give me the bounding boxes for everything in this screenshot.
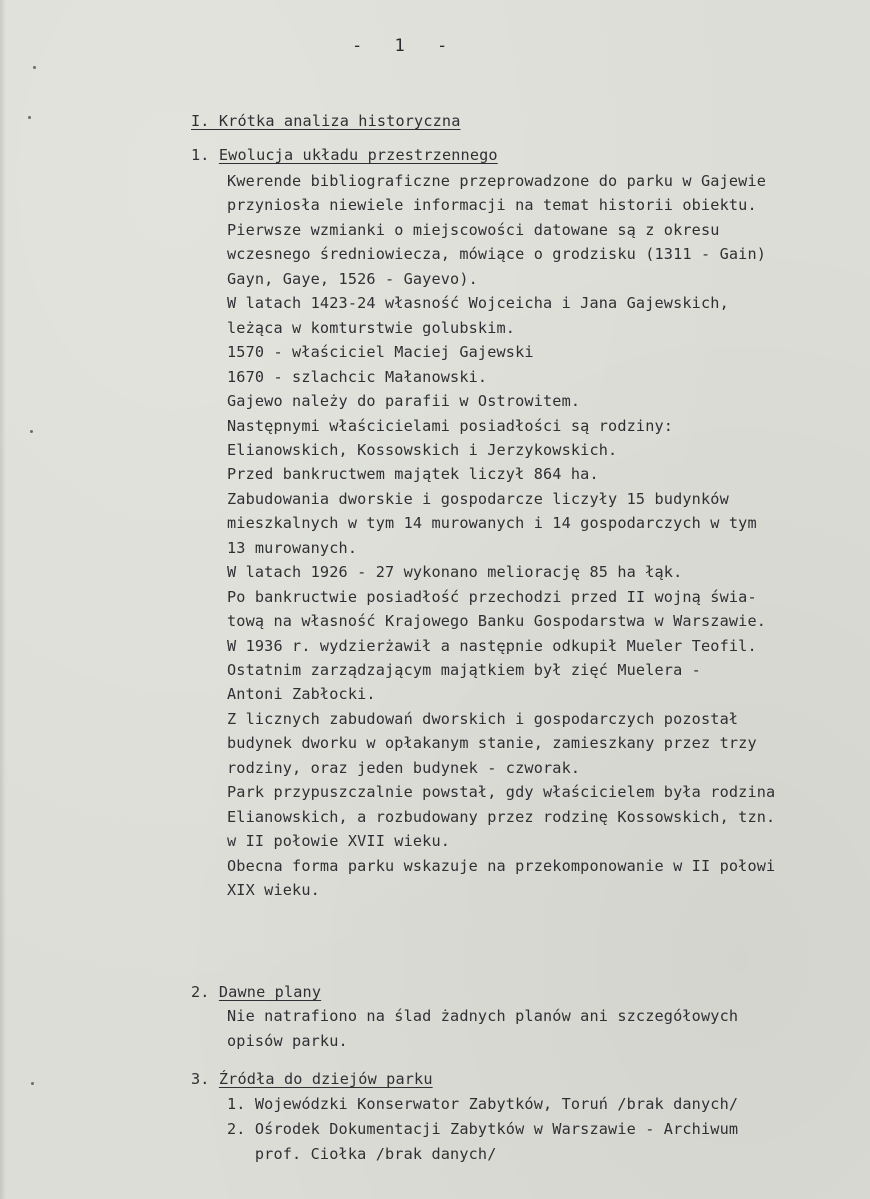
body-text-line: Zabudowania dworskie i gospodarcze liczyły 15 budynków: [227, 489, 729, 508]
body-text-line: W 1936 r. wydzierżawił a następnie odkupił Mueler Teofil.: [227, 636, 757, 655]
body-text-line: W latach 1926 - 27 wykonano meliorację 85 ha łąk.: [227, 563, 683, 582]
body-text-line: 13 murowanych.: [227, 538, 358, 557]
body-text-line: Obecna forma parku wskazuje na przekomponowanie w II połowi: [227, 856, 776, 875]
page-edge-shadow: [0, 0, 6, 1199]
body-text-line: W latach 1423-24 własność Wojceicha i Jana Gajewskich,: [227, 294, 729, 313]
subsection-1-heading: [191, 147, 498, 164]
margin-speck: [31, 1082, 34, 1085]
body-text-line: 1570 - właściciel Maciej Gajewski: [227, 343, 534, 362]
subsection-2-heading: [191, 984, 321, 1001]
body-text-line: tową na własność Krajowego Banku Gospodarstwa w Warszawie.: [227, 612, 767, 631]
source-item: 2. Ośrodek Dokumentacji Zabytków w Warszawie - Archiwum: [227, 1120, 739, 1138]
source-item: 1. Wojewódzki Konserwator Zabytków, Toruń /brak danych/: [227, 1095, 739, 1113]
subsection-3-heading: [191, 1071, 433, 1088]
body-text-line: Elianowskich, a rozbudowany przez rodzinę Kossowskich, tzn.: [227, 807, 776, 826]
body-text-line: w II połowie XVII wieku.: [227, 832, 451, 851]
body-text-line: Następnymi właścicielami posiadłości są rodziny:: [227, 416, 674, 435]
body-text-line: Antoni Zabłocki.: [227, 685, 376, 704]
margin-speck: [33, 66, 36, 69]
body-text-line: Z licznych zabudowań dworskich i gospodarczych pozostał: [227, 709, 739, 728]
body-text-line: przyniosła niewiele informacji na temat historii obiektu.: [227, 196, 757, 215]
subsection-2-line: Nie natrafiono na ślad żadnych planów ani szczegółowych: [227, 1007, 739, 1025]
body-text-line: wczesnego średniowiecza, mówiące o grodzisku (1311 - Gain): [227, 245, 767, 264]
body-text-line: Pierwsze wzmianki o miejscowości datowane są z okresu: [227, 220, 720, 239]
body-text-line: Gajewo należy do parafii w Ostrowitem.: [227, 392, 581, 410]
body-text-line: Gayn, Gaye, 1526 - Gayevo).: [227, 269, 478, 288]
subsection-1-title: Ewolucja układu przestrzennego: [218, 146, 498, 164]
section-title: I. Krótka analiza historyczna: [191, 112, 461, 130]
margin-speck: [30, 430, 33, 433]
subsection-2-title: Dawne plany: [218, 983, 322, 1001]
subsection-3-number: 3.: [191, 1070, 210, 1088]
subsection-2-line: opisów parku.: [227, 1032, 348, 1050]
body-text-line: budynek dworku w opłakanym stanie, zamieszkany przez trzy: [227, 734, 757, 753]
body-text-line: leżąca w komturstwie golubskim.: [227, 318, 516, 337]
margin-speck: [28, 116, 31, 119]
page-number: - 1 -: [352, 36, 452, 56]
body-text-line: mieszkalnych w tym 14 murowanych i 14 gospodarczych w tym: [227, 514, 757, 533]
body-text-line: rodziny, oraz jeden budynek - czworak.: [227, 758, 581, 777]
body-text-line: 1670 - szlachcic Małanowski.: [227, 367, 488, 386]
subsection-1-number: 1.: [191, 146, 219, 164]
body-text-line: Po bankructwie posiadłość przechodzi przed II wojną świa-: [227, 587, 757, 606]
subsection-3-title: Źródła do dziejów parku: [218, 1070, 433, 1088]
body-text-line: Ostatnim zarządzającym majątkiem był zięć Muelera -: [227, 661, 701, 679]
body-text-line: XIX wieku.: [227, 881, 320, 899]
source-item: prof. Ciołka /brak danych/: [227, 1145, 497, 1163]
body-text-line: Przed bankructwem majątek liczył 864 ha.: [227, 465, 599, 484]
body-text-line: Park przypuszczalnie powstał, gdy właścicielem była rodzina: [227, 783, 776, 802]
body-text-line: Elianowskich, Kossowskich i Jerzykowskich.: [227, 440, 618, 459]
subsection-2-number: 2.: [191, 983, 210, 1001]
body-text-line: Kwerende bibliograficzne przeprowadzone do parku w Gajewie: [227, 172, 767, 190]
